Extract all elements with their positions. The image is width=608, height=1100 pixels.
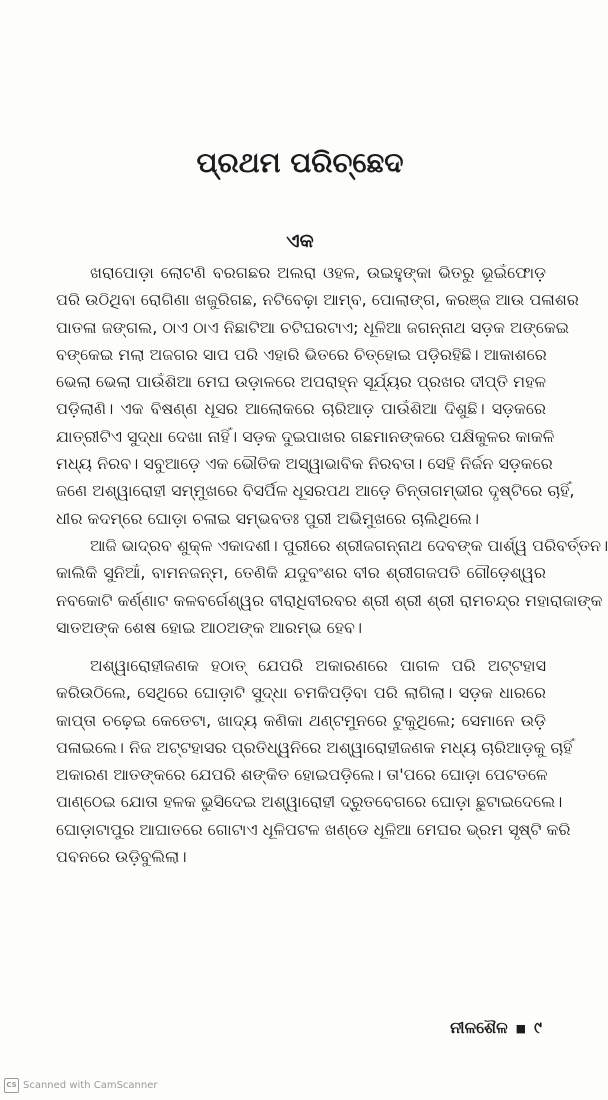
paragraph-3 xyxy=(56,652,573,870)
text-line: ନବକୋଟି କର୍ଣ୍ଣାଟ କଳବର୍ଗେଶ୍ୱର ବୀରାଧିବୀରବର ଶ୍ରୀ ଶ୍ରୀ ଶ୍ରୀ ରାମଚନ୍ଦ୍ର ମହାରାଜାଙ୍କ xyxy=(56,590,603,610)
text-line: ଅକାରଣ ଆତଙ୍କରେ ଯେପରି ଶଙ୍କିତ ହୋଇପଡ଼ିଲେ। ତା'ପରେ ଘୋଡ଼ା ପେଟତଳେ xyxy=(56,765,548,785)
text-line: ଅଶ୍ୱାରୋହୀଜଣକ ହଠାତ୍ ଯେପରି ଅକାରଣରେ ପାଗଳ ପରି ଅଟ୍ଟହାସ xyxy=(90,656,546,675)
chapter-title: ପ୍ରଥମ ପରିଚ୍ଛେଦ xyxy=(196,146,404,179)
text-line: ପଡ଼ିଲାଣି। ଏକ ବିଷଣ୍ଣ ଧୂସର ଆଲୋକରେ ଚାରିଆଡ଼ ପାଉଁଶିଆ ଦିଶୁଛି। ସଡ଼କରେ xyxy=(56,399,546,419)
camscanner-watermark xyxy=(4,1078,158,1093)
book-title: ନୀଳଶୈଳ xyxy=(450,1018,508,1037)
text-line: ମଧ୍ୟ ନିରବ। ସବୁଆଡ଼େ ଏକ ଭୌତିକ ଅସ୍ୱାଭାବିକ ନିରବତା। ସେହି ନିର୍ଜନ ସଡ଼କରେ xyxy=(56,454,553,474)
text-line: ପବନରେ ଉଡ଼ିବୁଲିଲା। xyxy=(56,847,187,867)
text-line: ବଙ୍କେଇ ମଲା ଅଜଗର ସାପ ପରି ଏହାରି ଭିତରେ ଚିତ୍‌ହୋଇ ପଡ଼ିରହିଛି। ଆକାଶରେ xyxy=(56,344,547,364)
text-line: ଖରାପୋଡ଼ା ଲୋଟଣି ବରଗଛର ଅଲରା ଓହଳ, ଉଇହୁଙ୍କା ଭିତରୁ ଭୂଇଁଫୋଡ଼ xyxy=(90,263,546,282)
separator-square-icon: ■ xyxy=(515,1022,527,1035)
text-line: ଧୀର କଦମ୍‌ରେ ଘୋଡ଼ା ଚଳାଇ ସମ୍ଭବତଃ ପୁରୀ ଅଭିମୁଖରେ ଚାଲିଥିଲେ। xyxy=(56,508,480,528)
paragraph-1 xyxy=(56,259,579,532)
watermark-text: Scanned with CamScanner xyxy=(23,1080,158,1091)
text-line: ଆଜି ଭାଦ୍ରବ ଶୁକ୍ଳ ଏକାଦଶୀ। ପୁରୀରେ ଶ୍ରୀଜଗନ୍ନାଥ ଦେବଙ୍କ ପାର୍ଶ୍ୱ ପରିବର୍ତ୍ତନ। xyxy=(90,536,608,555)
page-footer xyxy=(450,1018,542,1038)
text-line: କାପ୍ତା ଚଢ଼େଇ କେତେଟା, ଖାଦ୍ୟ କଣିକା ଥଣ୍ଟମୁନରେ ଟୁକୁଥିଲେ; ସେମାନେ ଉଡ଼ି xyxy=(56,710,546,730)
text-line: କାଲିକି ସୁନିଆଁ, ବାମନଜନ୍ମ, ତେଣିକି ଯଦୁବଂଶର ବୀର ଶ୍ରୀଗଜପତି ଗୌଡ଼େଶ୍ୱର xyxy=(56,563,546,583)
text-line: ଜଣେ ଅଶ୍ୱାରୋହୀ ସମ୍ମୁଖରେ ବିସର୍ପିଳ ଧୂସରପଥ ଆଡ଼େ ଚିନ୍ତାଗମ୍ଭୀର ଦୃଷ୍ଟିରେ ଚାହିଁ, xyxy=(56,481,575,501)
text-line: ଯାତ୍ରୀଟିଏ ସୁଦ୍ଧା ଦେଖା ନାହିଁ। ସଡ଼କ ଦୁଇପାଖର ଗଛମାନଙ୍କରେ ପକ୍ଷିକୁଳର କାକଳି xyxy=(56,426,555,446)
text-line: ପାତଳା ଜଙ୍ଗଲ, ଠାଏ ଠାଏ ନିଛାଟିଆ ଚଟିଘରଟାଏ; ଧୂଳିଆ ଜଗନ୍ନାଥ ସଡ଼କ ଅଙ୍କେଇ xyxy=(56,317,570,337)
text-line: ପଳାଇଲେ। ନିଜ ଅଟ୍ଟହାସର ପ୍ରତିଧ୍ୱନିରେ ଅଶ୍ୱାରୋହୀଜଣକ ମଧ୍ୟ ଚାରିଆଡ଼କୁ ଚାହିଁ xyxy=(56,737,573,757)
text-line: ପରି ଉଠିଥିବା ରୋଗିଣା ଖଜୁରିଗଛ, ନଟିବେଢ଼ା ଆମ୍ବ, ପୋଲାଙ୍ଗ, କରଞ୍ଜ ଆଉ ପଳାଶର xyxy=(56,290,579,310)
text-line: ସାତଅଙ୍କ ଶେଷ ହୋଇ ଆଠଅଙ୍କ ଆରମ୍ଭ ହେବ। xyxy=(56,617,363,637)
text-line: ଭେଲା ଭେଲା ପାଉଁଶିଆ ମେଘ ଉଡ଼ାଳରେ ଅପରାହ୍ନ ସୂର୍ଯ୍ୟର ପ୍ରଖର ଦୀପ୍ତି ମହଳ xyxy=(56,372,546,392)
page-number: ୯ xyxy=(534,1018,542,1037)
camscanner-logo-icon: CS xyxy=(4,1078,19,1093)
text-line: ଘୋଡ଼ାଟାପୁର ଆଘାତରେ ଗୋଟାଏ ଧୂଳିପଟଳ ଖଣ୍ଡେ ଧୂଳିଆ ମେଘର ଭ୍ରମ ସୃଷ୍ଟି କରି xyxy=(56,819,571,839)
text-line: କରିଉଠିଲେ, ସେଥିରେ ଘୋଡ଼ାଟି ସୁଦ୍ଧା ଚମକିପଡ଼ିବା ପରି ଲାଗିଲା। ସଡ଼କ ଧାରରେ xyxy=(56,683,546,703)
paragraph-2 xyxy=(56,532,608,641)
text-line: ପାଣ୍ଠେଇ ଯୋତା ହଳକ ଭୁସିଦେଇ ଅଶ୍ୱାରୋହୀ ଦ୍ରୁତବେଗରେ ଘୋଡ଼ା ଛୁଟାଇଦେଲେ। xyxy=(56,792,563,812)
section-title: ଏକ xyxy=(286,230,314,252)
